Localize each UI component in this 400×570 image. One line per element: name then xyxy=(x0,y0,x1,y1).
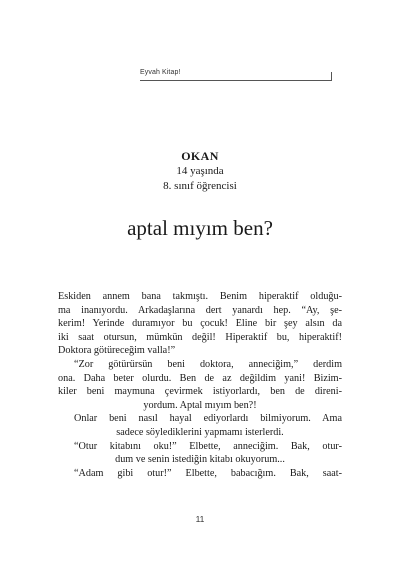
body-line: kerim! Yerinde duramıyor bu çocuk! Eline bir şey alsın da xyxy=(58,318,342,330)
chapter-title: aptal mıyım ben? xyxy=(127,216,273,240)
author-grade: 8. sınıf öğrencisi xyxy=(163,180,237,192)
body-line: Doktora götüreceğim valla!” xyxy=(58,345,176,357)
body-line: ona. Daha beter olurdu. Ben de az değildim yani! Bizim- xyxy=(58,372,342,384)
author-age: 14 yaşında xyxy=(176,165,224,177)
body-line: “Adam gibi otur!” Elbette, babacığım. Bak, saat- xyxy=(74,467,342,479)
body-line: kiler beni maymuna çevirmek istiyorlardı, ben de direni- xyxy=(58,386,342,398)
body-text xyxy=(58,290,342,480)
header-rule-tick xyxy=(331,72,332,81)
body-line: iki saat otursun, mümkün değil! Hiperaktif bu, hiperaktif! xyxy=(58,331,342,343)
body-line: ma inanıyordu. Arkadaşlarına dert yanardı hep. “Ay, şe- xyxy=(58,304,342,316)
body-line: Onlar beni nasıl hayal ediyorlardı bilmiyorum. Ama xyxy=(74,413,342,425)
running-head: Eyvah Kitap! xyxy=(140,69,181,76)
page-number: 11 xyxy=(195,514,205,524)
body-line: “Zor götürürsün beni doktora, anneciğim,” derdim xyxy=(74,358,342,370)
author-name: OKAN xyxy=(181,149,219,163)
header-rule xyxy=(140,80,331,81)
body-line: yordum. Aptal mıyım ben?! xyxy=(143,399,257,411)
body-line: Eskiden annem bana takmıştı. Benim hiperaktif olduğu- xyxy=(58,291,342,302)
body-line: dum ve senin istediğin kitabı okuyorum... xyxy=(115,454,285,466)
author-block xyxy=(60,148,340,194)
body-line: “Otur kitabını oku!” Elbette, anneciğim. Bak, otur- xyxy=(74,440,342,452)
body-line: sadece söylediklerini yapmamı isterlerdi. xyxy=(116,426,284,438)
